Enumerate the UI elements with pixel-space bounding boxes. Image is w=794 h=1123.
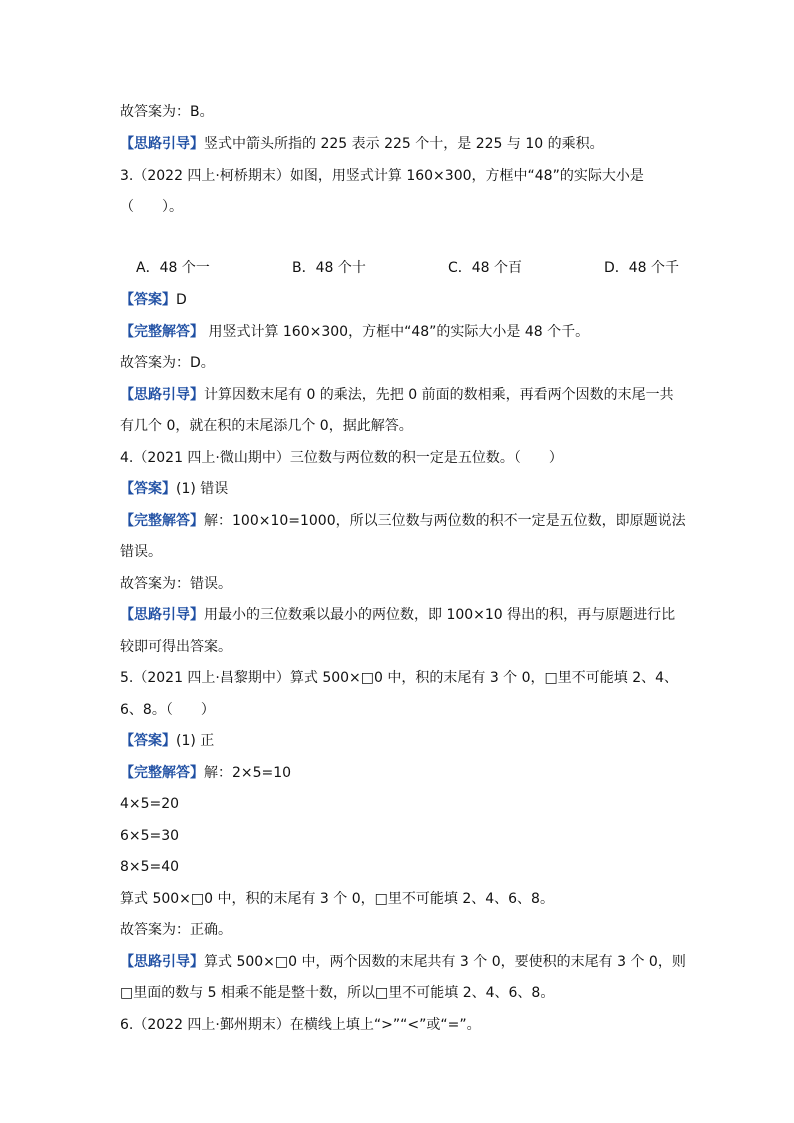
solution-line-q5-3: 6×5=30 (120, 828, 180, 844)
hint-line-q3: 【思路引导】计算因数末尾有 0 的乘法，先把 0 前面的数相乘，再看两个因数的末尾一共 (120, 387, 674, 403)
answer-tag: 【答案】 (120, 292, 176, 308)
answer-tag-line-q5: 【答案】(1) 正 (120, 733, 215, 749)
question-3-blank: （ ）。 (120, 199, 183, 215)
option-b: B．48 个十 (292, 260, 366, 276)
hint-line-q3-cont: 有几个 0，就在积的末尾添几个 0，据此解答。 (120, 418, 413, 434)
hint-line-q2: 【思路引导】竖式中箭头所指的 225 表示 225 个十，是 225 与 10 的乘积。 (120, 136, 604, 152)
hint-line-q5: 【思路引导】算式 500×□0 中，两个因数的末尾共有 3 个 0，要使积的末尾有 3 个 0，则 (120, 954, 686, 970)
answer-tag-line-q3: 【答案】D (120, 292, 187, 308)
option-a: A．48 个一 (136, 260, 210, 276)
question-5-cont: 6、8。（ ） (120, 702, 215, 718)
solution-line-q5-4: 8×5=40 (120, 859, 180, 875)
solution-line-q4: 【完整解答】解：100×10=1000，所以三位数与两位数的积不一定是五位数，即原题说法 (120, 513, 686, 529)
solution-tag: 【完整解答】 (120, 765, 204, 781)
question-6: 6.（2022 四上·鄞州期末）在横线上填上“>”“<”或“=”。 (120, 1017, 481, 1033)
answer-line-q4: 故答案为：错误。 (120, 576, 232, 592)
hint-tag: 【思路引导】 (120, 136, 204, 152)
answer-line-q3: 故答案为：D。 (120, 355, 215, 371)
solution-tag: 【完整解答】 (120, 324, 204, 340)
question-5: 5.（2021 四上·昌黎期中）算式 500×□0 中，积的末尾有 3 个 0，□里不可能填 2、4、 (120, 670, 679, 686)
hint-line-q5-cont: □里面的数与 5 相乘不能是整十数，所以□里不可能填 2、4、6、8。 (120, 985, 555, 1001)
solution-line-q5: 【完整解答】解：2×5=10 (120, 765, 292, 781)
option-c: C．48 个百 (448, 260, 523, 276)
hint-tag: 【思路引导】 (120, 607, 204, 623)
answer-line-q5: 故答案为：正确。 (120, 922, 232, 938)
solution-line-q5-2: 4×5=20 (120, 796, 180, 812)
question-3: 3.（2022 四上·柯桥期末）如图，用竖式计算 160×300，方框中“48”的实际大小是 (120, 168, 644, 184)
solution-tag: 【完整解答】 (120, 513, 204, 529)
answer-tag: 【答案】 (120, 481, 176, 497)
question-4: 4.（2021 四上·微山期中）三位数与两位数的积一定是五位数。（ ） (120, 450, 563, 466)
answer-line-q2: 故答案为：B。 (120, 104, 214, 120)
solution-line-q4-cont: 错误。 (120, 544, 162, 560)
hint-tag: 【思路引导】 (120, 387, 204, 403)
option-d: D．48 个千 (604, 260, 680, 276)
solution-line-q3: 【完整解答】 用竖式计算 160×300，方框中“48”的实际大小是 48 个千。 (120, 324, 590, 340)
answer-tag-line-q4: 【答案】(1) 错误 (120, 481, 229, 497)
solution-line-q5-5: 算式 500×□0 中，积的末尾有 3 个 0，□里不可能填 2、4、6、8。 (120, 891, 554, 907)
hint-line-q4: 【思路引导】用最小的三位数乘以最小的两位数，即 100×10 得出的积，再与原题进行比 (120, 607, 676, 623)
hint-tag: 【思路引导】 (120, 954, 204, 970)
answer-tag: 【答案】 (120, 733, 176, 749)
hint-line-q4-cont: 较即可得出答案。 (120, 639, 232, 655)
